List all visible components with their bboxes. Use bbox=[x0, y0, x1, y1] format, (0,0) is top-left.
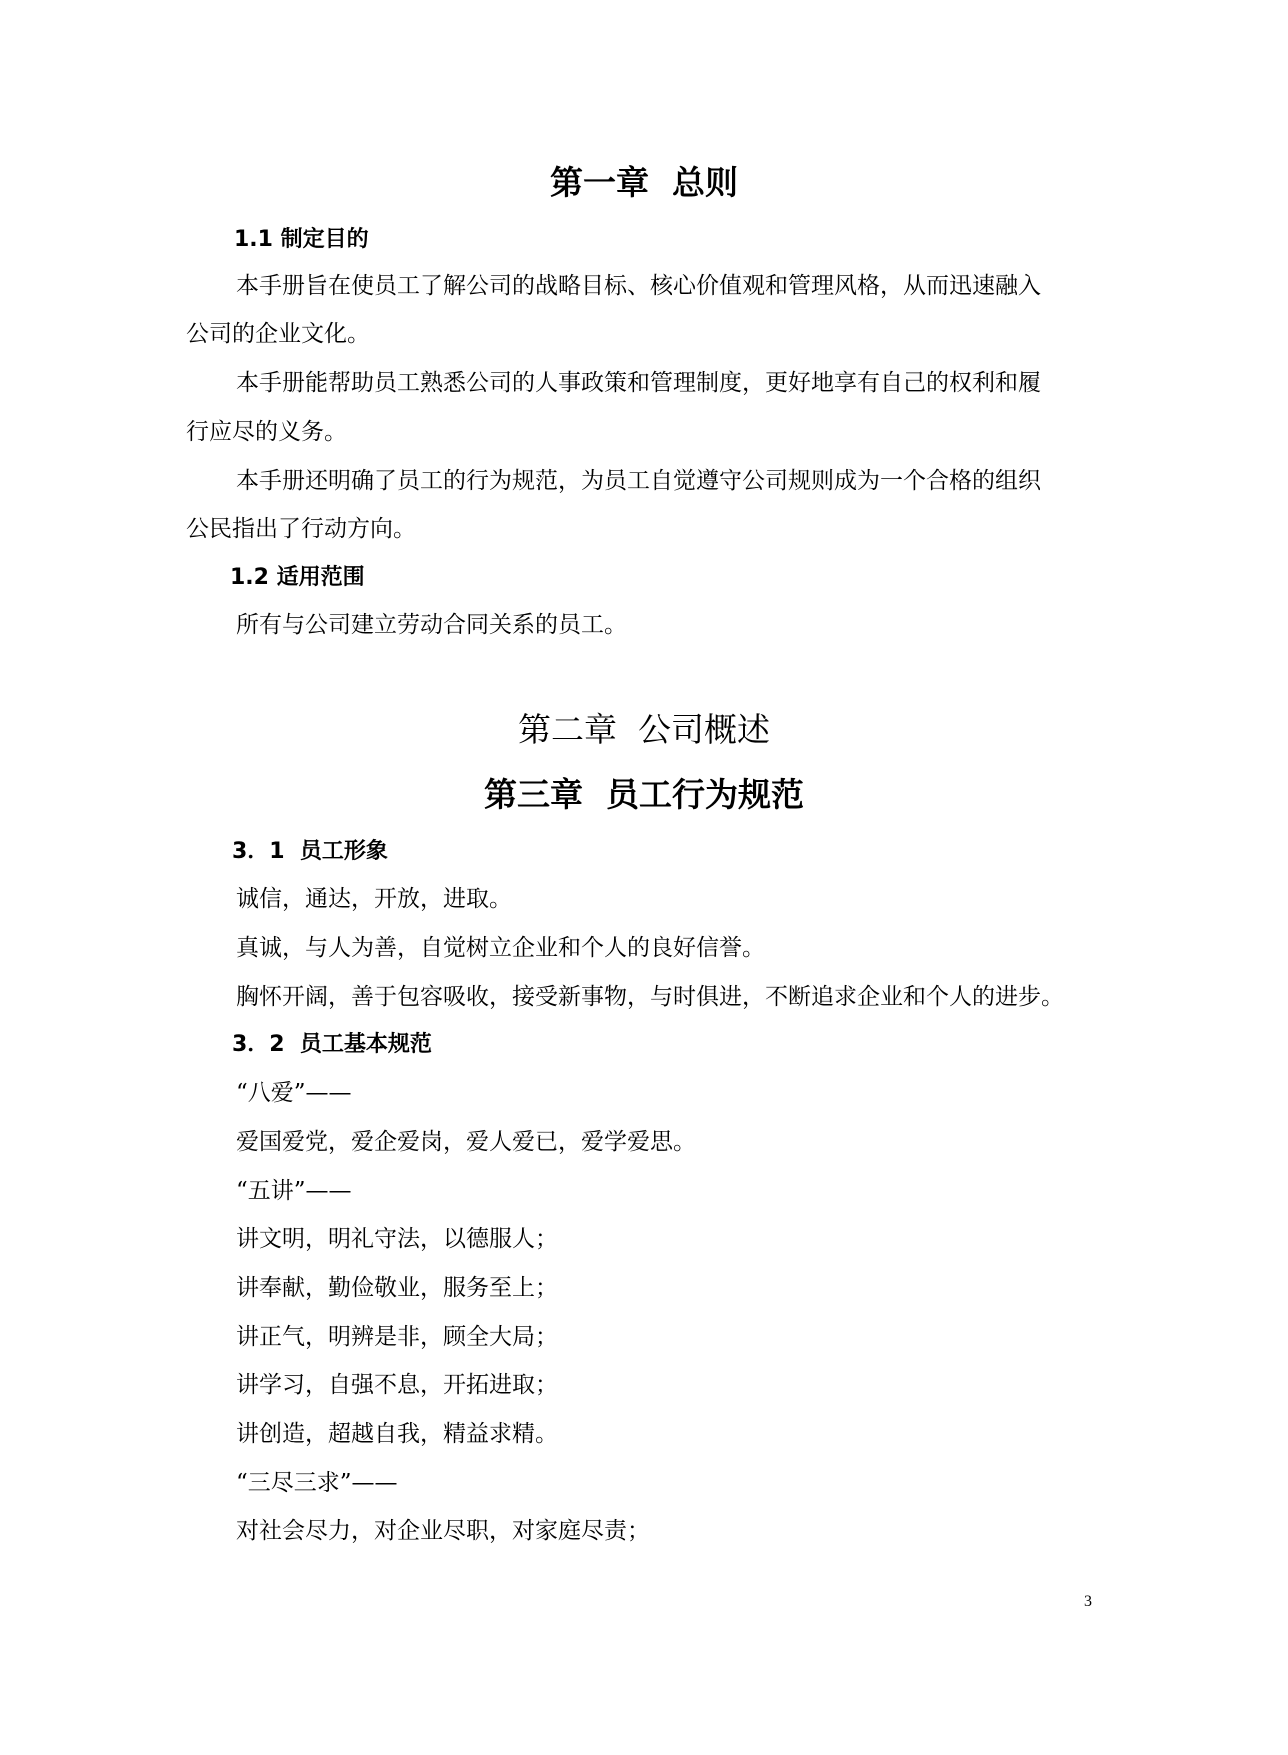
section-3-2-heading: 3．2 员工基本规范 bbox=[232, 1032, 432, 1057]
list-item: “五讲”—— bbox=[236, 1178, 352, 1204]
list-item: 讲文明，明礼守法，以德服人； bbox=[236, 1226, 558, 1252]
paragraph-line: 所有与公司建立劳动合同关系的员工。 bbox=[236, 612, 627, 638]
paragraph-line: 真诚，与人为善，自觉树立企业和个人的良好信誉。 bbox=[236, 935, 765, 961]
list-item: “三尽三求”—— bbox=[236, 1470, 398, 1496]
list-item: 对社会尽力，对企业尽职，对家庭尽责； bbox=[236, 1518, 650, 1544]
chapter-3-title: 第三章 员工行为规范 bbox=[484, 775, 804, 814]
page-number: 3 bbox=[1084, 1593, 1092, 1610]
paragraph-line: 胸怀开阔，善于包容吸收，接受新事物，与时俱进，不断追求企业和个人的进步。 bbox=[236, 984, 1064, 1010]
paragraph-line: 公司的企业文化。 bbox=[186, 321, 370, 347]
paragraph-line: 诚信，通达，开放，进取。 bbox=[236, 886, 512, 912]
paragraph-line: 本手册旨在使员工了解公司的战略目标、核心价值观和管理风格，从而迅速融入 bbox=[236, 273, 1041, 299]
section-1-1-heading: 1.1 制定目的 bbox=[234, 227, 369, 252]
chapter-1-title: 第一章 总则 bbox=[550, 163, 738, 202]
list-item: 爱国爱党，爱企爱岗，爱人爱已，爱学爱思。 bbox=[236, 1129, 696, 1155]
list-item: 讲正气，明辨是非，顾全大局； bbox=[236, 1324, 558, 1350]
chapter-2-title: 第二章 公司概述 bbox=[518, 710, 770, 749]
paragraph-line: 公民指出了行动方向。 bbox=[186, 516, 416, 542]
list-item: 讲奉献，勤俭敬业，服务至上； bbox=[236, 1275, 558, 1301]
list-item: 讲创造，超越自我，精益求精。 bbox=[236, 1421, 558, 1447]
list-item: 讲学习，自强不息，开拓进取； bbox=[236, 1372, 558, 1398]
section-1-2-heading: 1.2 适用范围 bbox=[230, 565, 365, 590]
paragraph-line: 本手册能帮助员工熟悉公司的人事政策和管理制度，更好地享有自己的权利和履 bbox=[236, 370, 1041, 396]
list-item: “八爱”—— bbox=[236, 1080, 352, 1106]
paragraph-line: 本手册还明确了员工的行为规范，为员工自觉遵守公司规则成为一个合格的组织 bbox=[236, 468, 1041, 494]
paragraph-line: 行应尽的义务。 bbox=[186, 419, 347, 445]
section-3-1-heading: 3．1 员工形象 bbox=[232, 839, 388, 864]
